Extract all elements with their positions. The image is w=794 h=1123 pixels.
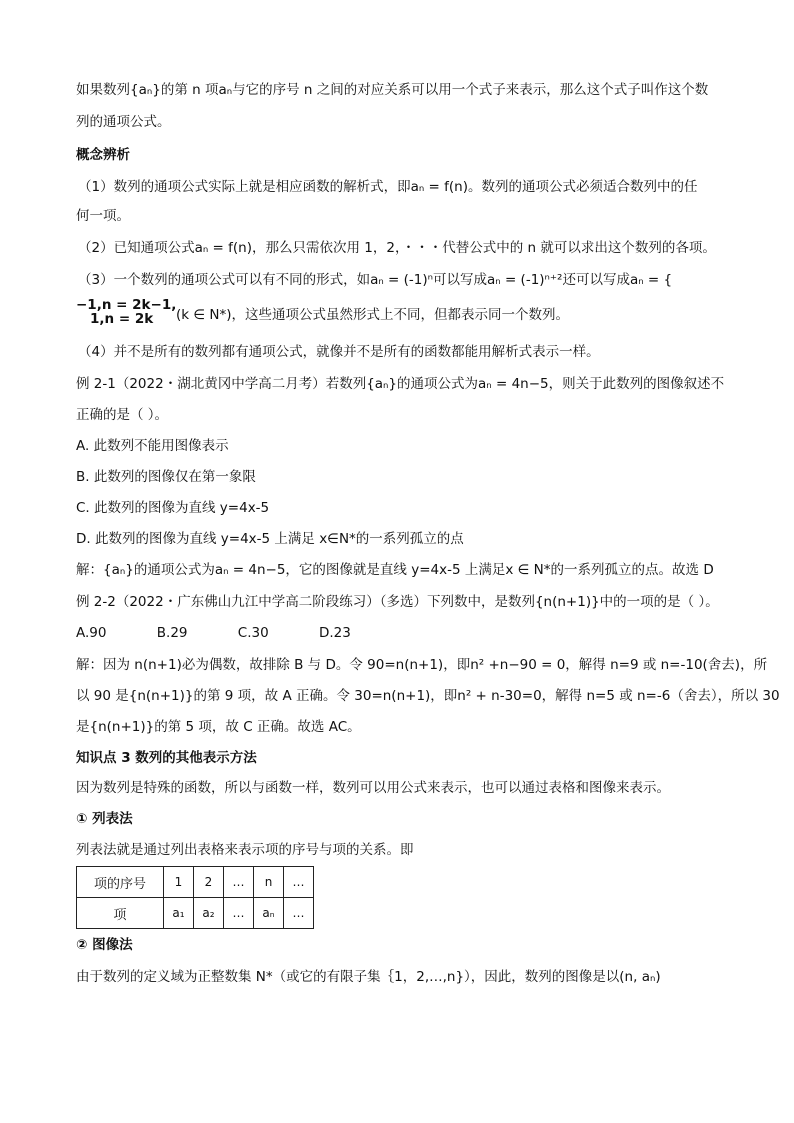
table-cell: a₁ bbox=[164, 898, 194, 929]
table-row bbox=[77, 898, 314, 929]
example-2-options bbox=[76, 623, 720, 643]
table-cell: 1 bbox=[164, 867, 194, 898]
concept-point-1b: 何一项。 bbox=[76, 208, 130, 224]
concept-point-1a: （1）数列的通项公式实际上就是相应函数的解析式，即aₙ = f(n)。数列的通项公式必须适合数列中的任 bbox=[78, 179, 698, 195]
graph-method-text: 由于数列的定义域为正整数集 N*（或它的有限子集｛1，2,…,n}），因此，数列的图像是以(n, aₙ) bbox=[76, 969, 661, 985]
table-cell: a₂ bbox=[194, 898, 224, 929]
sequence-table bbox=[76, 866, 314, 929]
table-cell: 项 bbox=[77, 898, 164, 929]
concept-title: 概念辨析 bbox=[76, 147, 130, 163]
example-2-option-b: B.29 bbox=[156, 625, 188, 641]
intro-line-2: 列的通项公式。 bbox=[76, 114, 171, 130]
example-2-option-d: D.23 bbox=[319, 625, 351, 641]
example-1-option-c: C. 此数列的图像为直线 y=4x-5 bbox=[76, 500, 270, 516]
example-2-solution-line-2: 以 90 是{n(n+1)}的第 9 项，故 A 正确。令 30=n(n+1)，即n² + n-30=0，解得 n=5 或 n=-6（舍去），所以 30 bbox=[76, 688, 780, 704]
concept-point-3b: (k ∈ N*)，这些通项公式虽然形式上不同，但都表示同一个数列。 bbox=[176, 307, 570, 323]
example-1-option-b: B. 此数列的图像仅在第一象限 bbox=[76, 469, 256, 485]
intro-line-1: 如果数列{aₙ}的第 n 项aₙ与它的序号 n 之间的对应关系可以用一个式子来表示，那么这个式子叫作这个数 bbox=[76, 82, 709, 98]
table-cell: 项的序号 bbox=[77, 867, 164, 898]
example-2-question: 例 2-2（2022・广东佛山九江中学高二阶段练习）（多选）下列数中，是数列{n(n+1)}中的一项的是（ ）。 bbox=[76, 594, 719, 610]
example-1-question-line-2: 正确的是（ ）。 bbox=[76, 407, 169, 423]
table-cell: aₙ bbox=[254, 898, 284, 929]
piecewise-formula bbox=[76, 298, 176, 326]
list-method-title: ① 列表法 bbox=[76, 811, 133, 827]
table-cell: … bbox=[284, 867, 314, 898]
table-cell: n bbox=[254, 867, 284, 898]
list-method-text: 列表法就是通过列出表格来表示项的序号与项的关系。即 bbox=[76, 842, 414, 858]
example-2-option-c: C.30 bbox=[237, 625, 269, 641]
table-cell: … bbox=[224, 898, 254, 929]
knowledge-point-3-title: 知识点 3 数列的其他表示方法 bbox=[76, 750, 257, 766]
example-1-solution: 解：{aₙ}的通项公式为aₙ = 4n−5，它的图像就是直线 y=4x-5 上满足x ∈ N*的一系列孤立的点。故选 D bbox=[76, 562, 714, 578]
example-2-option-a: A.90 bbox=[76, 625, 107, 641]
example-2-solution-line-3: 是{n(n+1)}的第 5 项，故 C 正确。故选 AC。 bbox=[76, 719, 361, 735]
knowledge-point-3-text: 因为数列是特殊的函数，所以与函数一样，数列可以用公式来表示，也可以通过表格和图像来表示。 bbox=[76, 780, 670, 796]
piecewise-case-2: 1,n = 2k bbox=[90, 311, 154, 327]
example-2-solution-line-1: 解：因为 n(n+1)必为偶数，故排除 B 与 D。令 90=n(n+1)，即n² +n−90 = 0，解得 n=9 或 n=-10(舍去)，所 bbox=[76, 657, 768, 673]
table-cell: … bbox=[224, 867, 254, 898]
example-1-option-d: D. 此数列的图像为直线 y=4x-5 上满足 x∈N*的一系列孤立的点 bbox=[76, 531, 464, 547]
example-1-option-a: A. 此数列不能用图像表示 bbox=[76, 438, 229, 454]
concept-point-4: （4）并不是所有的数列都有通项公式，就像并不是所有的函数都能用解析式表示一样。 bbox=[78, 344, 600, 360]
table-cell: 2 bbox=[194, 867, 224, 898]
example-1-question-line-1: 例 2-1（2022・湖北黄冈中学高二月考）若数列{aₙ}的通项公式为aₙ = 4n−5，则关于此数列的图像叙述不 bbox=[76, 376, 725, 392]
table-row bbox=[77, 867, 314, 898]
table-cell: … bbox=[284, 898, 314, 929]
concept-point-2: （2）已知通项公式aₙ = f(n)，那么只需依次用 1，2，・・・代替公式中的 n 就可以求出这个数列的各项。 bbox=[78, 240, 716, 256]
concept-point-3a: （3）一个数列的通项公式可以有不同的形式，如aₙ = (-1)ⁿ可以写成aₙ = (-1)ⁿ⁺²还可以写成aₙ = { bbox=[78, 272, 673, 288]
graph-method-title: ② 图像法 bbox=[76, 937, 133, 953]
piecewise-case-1: −1,n = 2k−1, bbox=[76, 297, 177, 313]
